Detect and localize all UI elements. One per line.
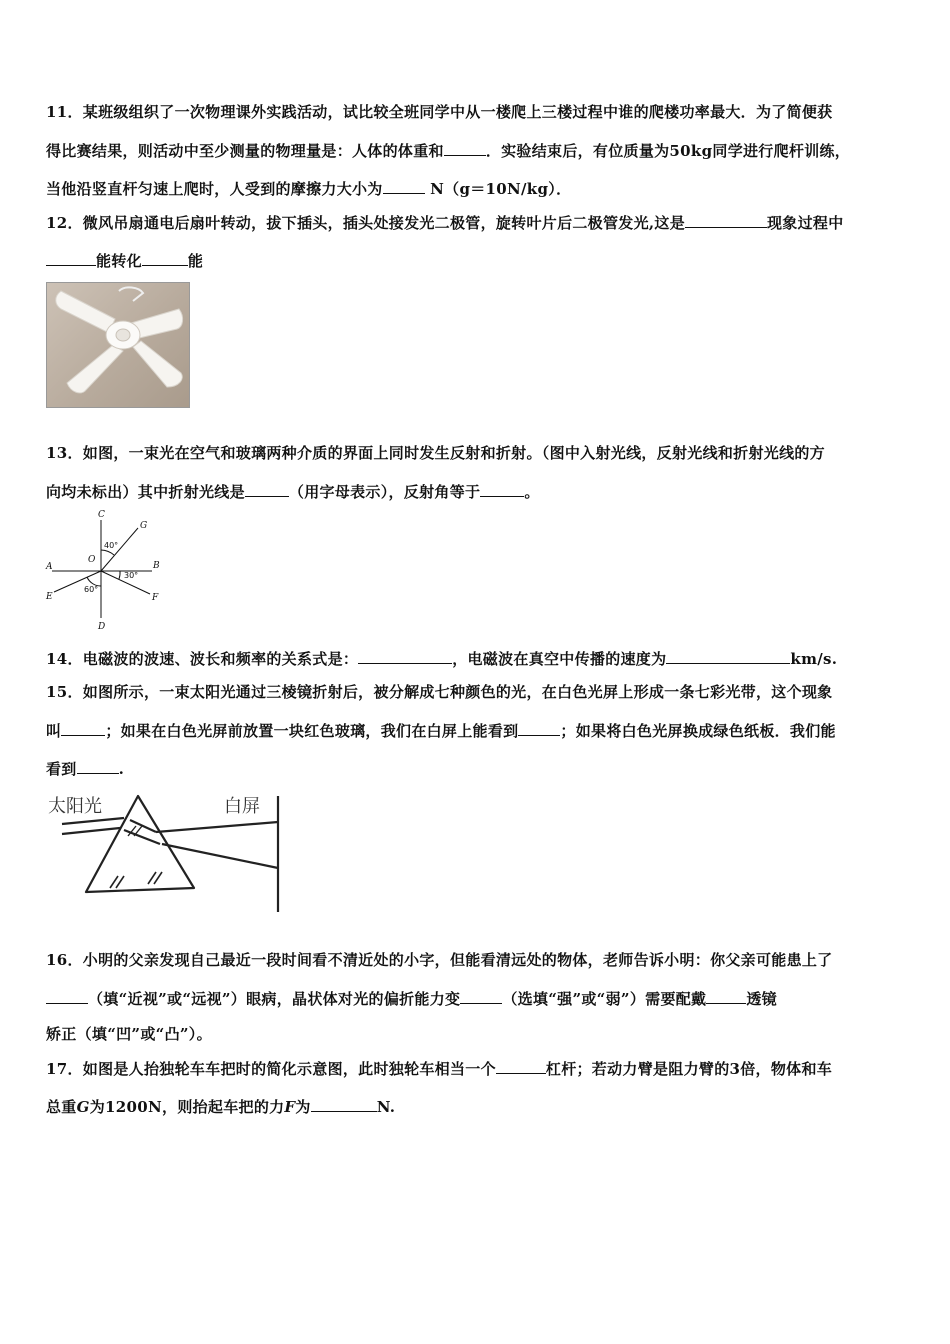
q17-text: N. <box>376 1098 396 1116</box>
ceiling-fan-image <box>47 283 189 407</box>
q16-line-3 <box>46 1024 212 1044</box>
q13-text: （用字母表示），反射角等于 <box>288 483 481 501</box>
answer-blank[interactable] <box>666 648 790 664</box>
q13-text: 。 <box>524 483 540 501</box>
answer-blank[interactable] <box>61 720 105 736</box>
q12-text: 现象过程中 <box>767 214 844 232</box>
q16-text: 矫正（填“凹”或“凸”）。 <box>46 1025 212 1043</box>
sun-ray-2 <box>62 828 120 834</box>
answer-blank[interactable] <box>46 250 96 266</box>
answer-blank[interactable] <box>311 1096 377 1112</box>
q11-text: ．实验结束后，有位质量为 <box>485 142 670 160</box>
q13-text: 向均未标出）其中折射光线是 <box>46 483 245 501</box>
q11-line-3 <box>46 178 571 199</box>
angle-30-label: 30° <box>124 571 139 580</box>
q17-text: 倍，物体和车 <box>740 1060 833 1078</box>
q17-text: 杠杆；若动力臂是阻力臂的 <box>545 1060 730 1078</box>
q16-text: （填“近视”或“远视”）眼病，晶状体对光的偏折能力变 <box>88 990 461 1008</box>
inner-ray-1 <box>130 820 156 832</box>
label-g: G <box>140 521 148 531</box>
answer-blank[interactable] <box>77 758 119 774</box>
q17-line-1 <box>46 1058 832 1079</box>
q11-line-1 <box>46 102 832 122</box>
answer-blank[interactable] <box>706 988 746 1004</box>
sun-ray-1 <box>62 818 124 824</box>
label-b: B <box>153 561 160 571</box>
q15-text: ；如果将白色光屏换成绿色纸板．我们能 <box>560 722 836 740</box>
angle-60-label: 60° <box>84 585 99 594</box>
white-screen-label: 白屏 <box>224 796 260 817</box>
sunlight-label: 太阳光 <box>48 796 102 817</box>
label-o: O <box>88 555 96 565</box>
label-a: A <box>46 562 53 572</box>
q11-text: 当他沿竖直杆匀速上爬时，人受到的摩擦力大小为 <box>46 180 383 198</box>
q17-text: 总重 <box>46 1098 77 1116</box>
q14-text: 14．电磁波的波速、波长和频率的关系式是： <box>46 650 359 668</box>
q17-text: 为 <box>89 1098 106 1116</box>
q15-text: 叫 <box>46 722 62 740</box>
answer-blank[interactable] <box>480 481 524 497</box>
q15-text: ；如果在白色光屏前放置一块红色玻璃，我们在白屏上能看到 <box>105 722 519 740</box>
q13-line-2 <box>46 481 540 502</box>
q11-text: 得比赛结果，则活动中至少测量的物理量是：人体的体重和 <box>46 142 444 160</box>
q15-line-2 <box>46 720 836 741</box>
q15-text: 15．如图所示，一束太阳光通过三棱镜折射后，被分解成七种颜色的光，在白色光屏上形成一条七彩光带，这个现象 <box>46 683 833 701</box>
q17-text: ，则抬起车把的力 <box>162 1098 285 1116</box>
mass-value: 50kg <box>669 142 713 160</box>
q16-line-2 <box>46 988 777 1009</box>
q13-text: 13．如图，一束光在空气和玻璃两种介质的界面上同时发生反射和折射。（图中入射光线，反射光线和折射光线的方 <box>46 444 825 462</box>
q16-text: 透镜 <box>746 990 777 1008</box>
q13-line-1 <box>46 443 825 463</box>
q14-line <box>46 648 837 669</box>
ceiling-fan-photo <box>46 282 190 408</box>
q14-text: ，电磁波在真空中传播的速度为 <box>452 650 667 668</box>
label-c: C <box>98 510 105 520</box>
angle-arc-30 <box>119 571 120 579</box>
q15-text: . <box>118 760 125 778</box>
answer-blank[interactable] <box>460 988 502 1004</box>
q17-text: 为 <box>295 1098 311 1116</box>
answer-blank[interactable] <box>496 1058 546 1074</box>
q12-text: 能转化 <box>96 252 142 270</box>
q17-line-2 <box>46 1096 395 1117</box>
label-e: E <box>46 592 53 602</box>
dispersed-ray-top <box>156 822 278 832</box>
answer-blank[interactable] <box>518 720 560 736</box>
q11-text: 11．某班级组织了一次物理课外实践活动，试比较全班同学中从一楼爬上三楼过程中谁的爬楼功率最大．为了简便获 <box>46 103 833 121</box>
angle-arc-40 <box>101 550 114 555</box>
answer-blank[interactable] <box>685 212 767 228</box>
answer-blank[interactable] <box>383 178 425 194</box>
q12-line-2 <box>46 250 203 271</box>
light-refraction-diagram <box>40 508 170 632</box>
label-d: D <box>98 622 106 632</box>
q11-line-2 <box>46 140 850 161</box>
angle-40-label: 40° <box>104 541 119 550</box>
q11-text: N（g＝10N/kg）． <box>424 180 572 198</box>
q12-line-1 <box>46 212 844 233</box>
q16-line-1 <box>46 950 832 970</box>
q15-text: 看到 <box>46 760 77 778</box>
q15-line-1 <box>46 682 832 702</box>
answer-blank[interactable] <box>46 988 88 1004</box>
q16-text: 16．小明的父亲发现自己最近一段时间看不清近处的小字，但能看清远处的物体，老师告诉小明：你父亲可能患上了 <box>46 951 833 969</box>
q16-text: （选填“强”或“弱”）需要配戴 <box>502 990 707 1008</box>
q11-text: 同学进行爬杆训练， <box>712 142 851 160</box>
ratio-value: 3 <box>729 1060 741 1078</box>
answer-blank[interactable] <box>358 648 452 664</box>
answer-blank[interactable] <box>142 250 188 266</box>
weight-value: 1200N <box>105 1098 163 1116</box>
q14-text: km/s. <box>790 650 838 668</box>
answer-blank[interactable] <box>444 140 486 156</box>
variable-f: F <box>284 1098 296 1116</box>
q15-line-3 <box>46 758 124 779</box>
q12-text: 12．微风吊扇通电后扇叶转动，拔下插头，插头处接发光二极管，旋转叶片后二极管发光,这是 <box>46 214 685 232</box>
prism-dispersion-diagram <box>44 788 284 916</box>
answer-blank[interactable] <box>245 481 289 497</box>
label-f: F <box>152 593 159 603</box>
q17-text: 17．如图是人抬独轮车车把时的简化示意图，此时独轮车相当一个 <box>46 1060 496 1078</box>
prism-triangle <box>86 796 194 892</box>
q12-text: 能 <box>187 252 204 270</box>
variable-g: G <box>76 1098 90 1116</box>
